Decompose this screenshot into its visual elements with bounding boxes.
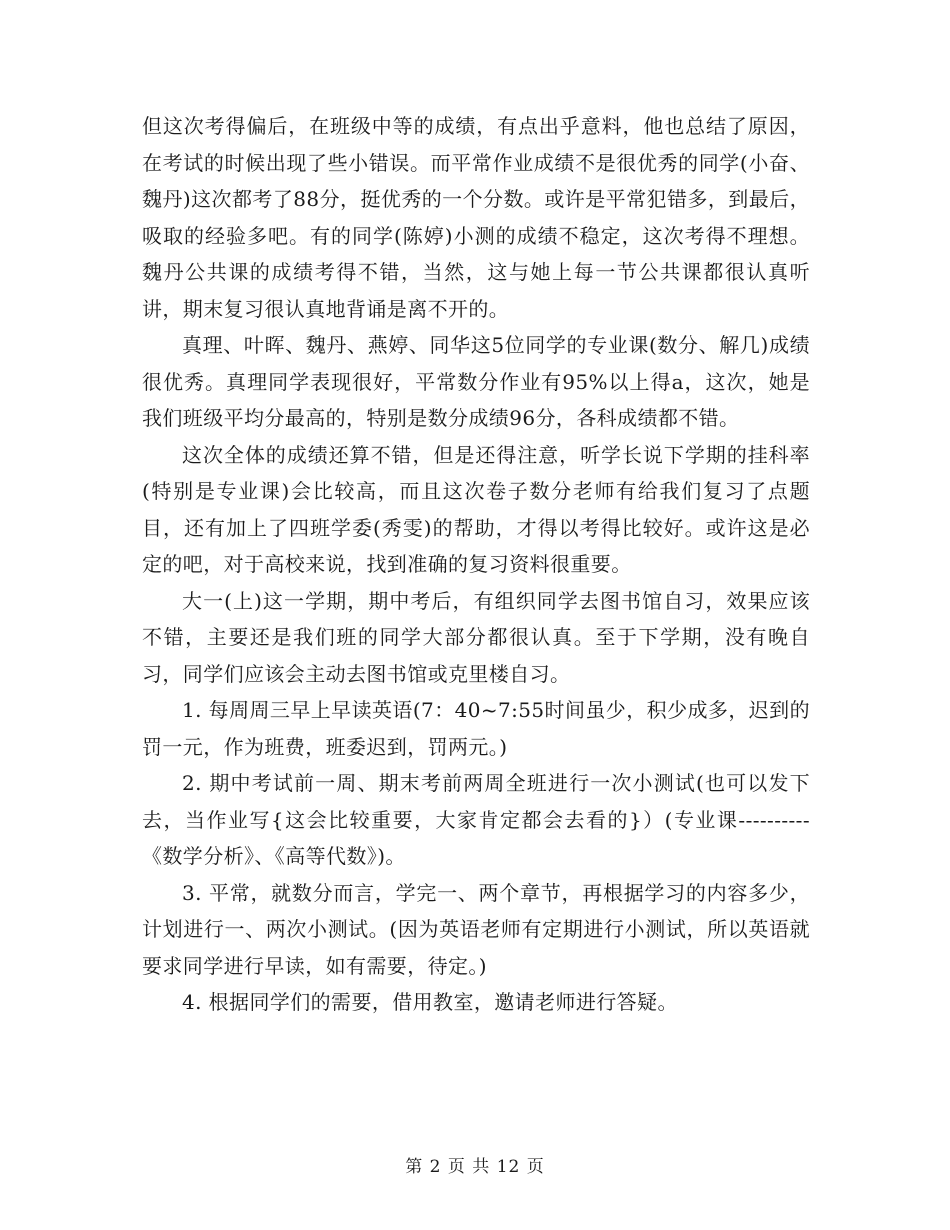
paragraph-3: 这次全体的成绩还算不错，但是还得注意，听学长说下学期的挂科率(特别是专业课)会比较高，而且这次卷子数分老师有给我们复习了点题目，还有加上了四班学委(秀雯)的帮助，才得以考得比较好。或许这是必定的吧，对于高校来说，找到准确的复习资料很重要。 bbox=[142, 442, 810, 576]
list-item-4: 4. 根据同学们的需要，借用教室，邀请老师进行答疑。 bbox=[182, 990, 678, 1014]
paragraph-1: 但这次考得偏后，在班级中等的成绩，有点出乎意料，他也总结了原因，在考试的时候出现了些小错误。而平常作业成绩不是很优秀的同学(小奋、魏丹)这次都考了88分，挺优秀的一个分数。或许是平常犯错多，到最后，吸取的经验多吧。有的同学(陈婷)小测的成绩不稳定，这次考得不理想。魏丹公共课的成绩考得不错，当然，这与她上每一节公共课都很认真听讲，期末复习很认真地背诵是离不开的。 bbox=[142, 114, 810, 321]
list-item-1: 1. 每周周三早上早读英语(7：40~7:55时间虽少，积少成多，迟到的罚一元，作为班费，班委迟到，罚两元。) bbox=[142, 698, 810, 759]
list-item-3: 3. 平常，就数分而言，学完一、两个章节，再根据学习的内容多少，计划进行一、两次小测试。(因为英语老师有定期进行小测试，所以英语就要求同学进行早读，如有需要，待定。) bbox=[142, 880, 810, 978]
paragraph-4: 大一(上)这一学期，期中考后，有组织同学去图书馆自习，效果应该不错，主要还是我们班的同学大部分都很认真。至于下学期，没有晚自习，同学们应该会主动去图书馆或克里楼自习。 bbox=[142, 588, 810, 686]
list-item-2: 2. 期中考试前一周、期末考前两周全班进行一次小测试(也可以发下去，当作业写{这会比较重要，大家肯定都会去看的}）(专业课----------《数学分析》、《高等代数》)。 bbox=[142, 771, 810, 868]
page-footer: 第 2 页 共 12 页 bbox=[405, 1157, 545, 1177]
document-body bbox=[142, 108, 810, 1021]
paragraph-2: 真理、叶晖、魏丹、燕婷、同华这5位同学的专业课(数分、解几)成绩很优秀。真理同学表现很好，平常数分作业有95%以上得a，这次，她是我们班级平均分最高的，特别是数分成绩96分，各科成绩都不错。 bbox=[142, 333, 810, 430]
